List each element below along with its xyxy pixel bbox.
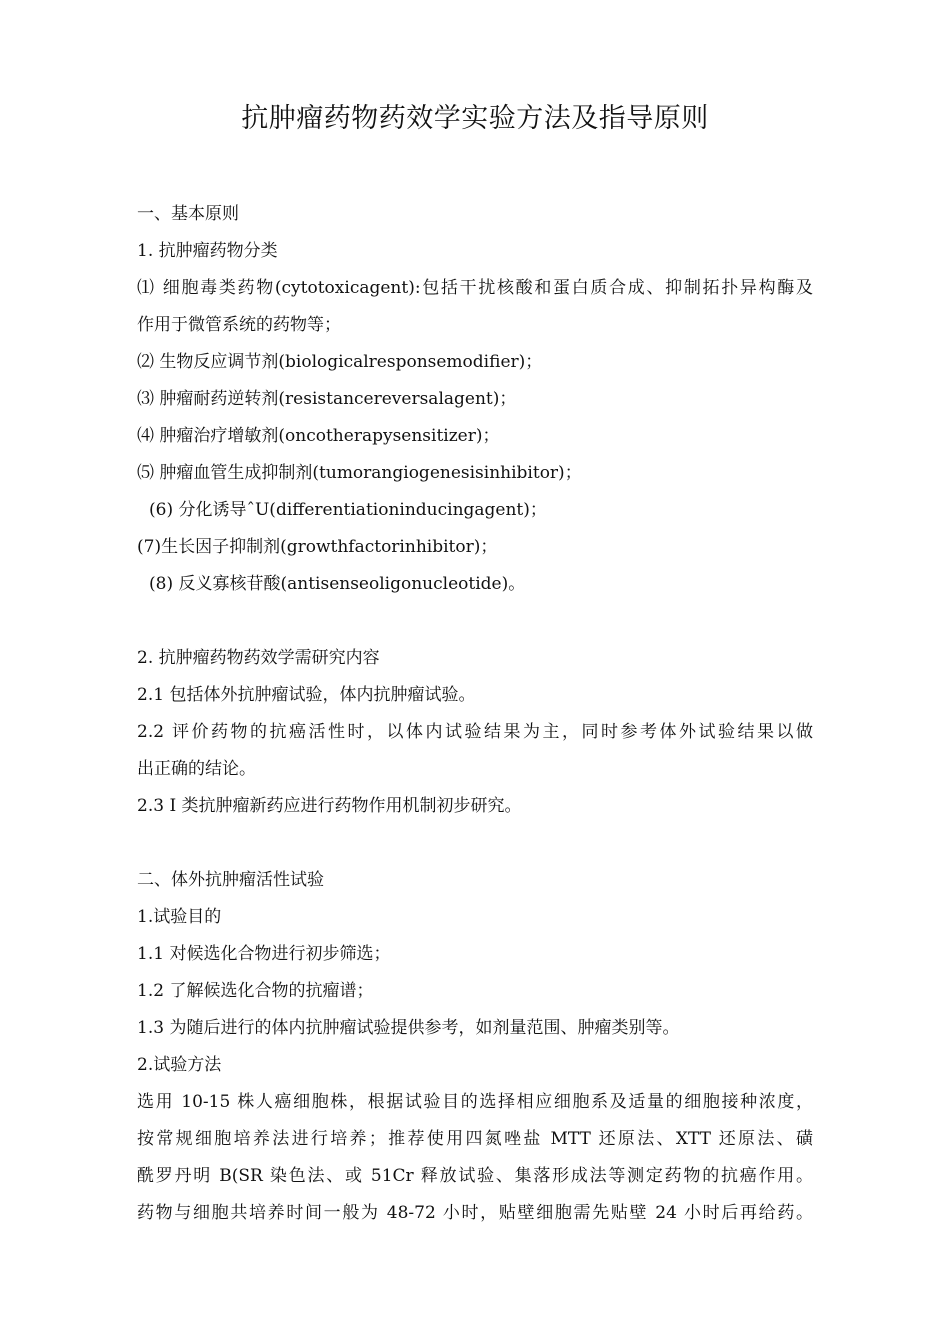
text-line: (6) 分化诱导ˆU(differentiationinducingagent)；	[149, 500, 547, 520]
text-line: 作用于微管系统的药物等；	[137, 315, 341, 335]
text-line: 二、体外抗肿瘤活性试验	[137, 870, 324, 890]
text-line: 1. 抗肿瘤药物分类	[137, 241, 278, 261]
document-body	[137, 196, 813, 1232]
paragraph-gap	[137, 825, 813, 862]
text-line: ⑷ 肿瘤治疗增敏剂(oncotherapysensitizer)；	[137, 426, 500, 446]
text-line: 选用 10-15 株人癌细胞株，根据试验目的选择相应细胞系及适量的细胞接种浓度，	[137, 1092, 813, 1112]
text-line: 2.试验方法	[137, 1055, 222, 1075]
document-title: 抗肿瘤药物药效学实验方法及指导原则	[241, 103, 709, 134]
text-line: (8) 反义寡核苷酸(antisenseoligonucleotide)。	[149, 574, 526, 594]
text-line: 1.试验目的	[137, 907, 222, 927]
text-line: 一、基本原则	[137, 204, 239, 224]
text-line: 1.2 了解候选化合物的抗瘤谱；	[137, 981, 374, 1001]
text-line: 药物与细胞共培养时间一般为 48-72 小时，贴壁细胞需先贴壁 24 小时后再给药。	[137, 1203, 813, 1223]
text-line: 2.3 I 类抗肿瘤新药应进行药物作用机制初步研究。	[137, 796, 522, 816]
text-line: 1.1 对候选化合物进行初步筛选；	[137, 944, 391, 964]
text-line: 1.3 为随后进行的体内抗肿瘤试验提供参考，如剂量范围、肿瘤类别等。	[137, 1018, 680, 1038]
text-line: 2. 抗肿瘤药物药效学需研究内容	[137, 648, 380, 668]
text-line: 按常规细胞培养法进行培养；推荐使用四氮唑盐 MTT 还原法、XTT 还原法、磺	[137, 1129, 813, 1149]
text-line: 出正确的结论。	[137, 759, 256, 779]
paragraph-gap	[137, 603, 813, 640]
text-line: ⑵ 生物反应调节剂(biologicalresponsemodifier)；	[137, 352, 543, 372]
text-line: 酰罗丹明 B(SR 染色法、或 51Cr 释放试验、集落形成法等测定药物的抗癌作用。	[137, 1166, 813, 1186]
text-line: 2.1 包括体外抗肿瘤试验，体内抗肿瘤试验。	[137, 685, 476, 705]
text-line: 2.2 评价药物的抗癌活性时，以体内试验结果为主，同时参考体外试验结果以做	[137, 722, 813, 742]
text-line: ⑴ 细胞毒类药物(cytotoxicagent):包括干扰核酸和蛋白质合成、抑制拓扑异构酶及	[137, 278, 813, 298]
text-line: ⑶ 肿瘤耐药逆转剂(resistancereversalagent)；	[137, 389, 517, 409]
text-line: ⑸ 肿瘤血管生成抑制剂(tumorangiogenesisinhibitor)；	[137, 463, 582, 483]
text-line: (7)生长因子抑制剂(growthfactorinhibitor)；	[137, 537, 498, 557]
